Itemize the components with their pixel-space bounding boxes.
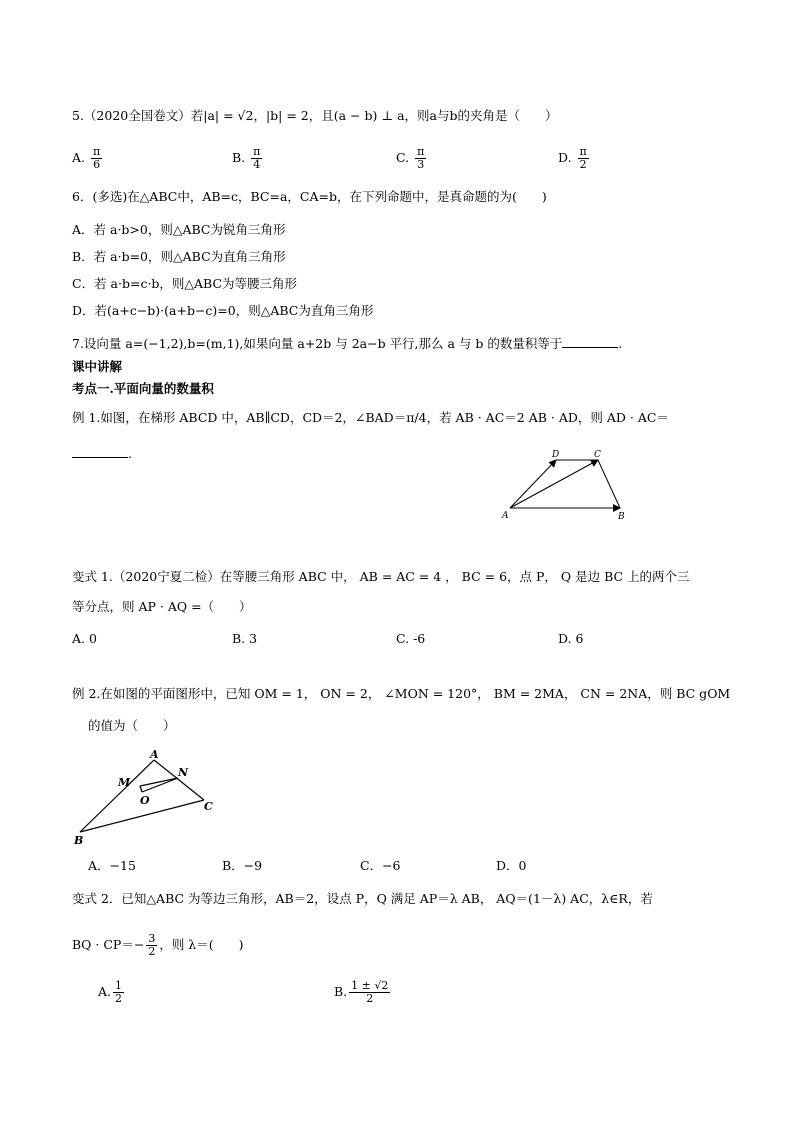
q5-option-b: B. $\frac{\pi}{4}$ bbox=[232, 145, 261, 171]
ex2-triangle-figure bbox=[68, 748, 228, 848]
var1-line1: 变式 1.（2020宁夏二检）在等腰三角形 ABC 中， AB = AC = 4 ， BC = 6，点 P， Q 是边 BC 上的两个三 bbox=[72, 569, 690, 584]
ex2-option-d: D．0 bbox=[496, 858, 527, 873]
q7-stem: 7.设向量 a=(−1,2),b=(m,1),如果向量 a+2b 与 2a−b 平行,那么 a 与 b 的数量积等于 . bbox=[72, 336, 623, 351]
label-m: M bbox=[118, 776, 131, 789]
label-c: C bbox=[594, 450, 601, 460]
ex1-trapezoid-figure bbox=[490, 446, 640, 524]
var1-option-d: D. 6 bbox=[558, 631, 584, 646]
var1-option-c: C. -6 bbox=[396, 631, 426, 646]
q6-option-b: B．若 a·b=0，则△ABC为直角三角形 bbox=[72, 249, 286, 264]
answer-blank[interactable] bbox=[72, 445, 128, 458]
ex2-option-a: A．−15 bbox=[88, 858, 136, 873]
point-title: 考点一.平面向量的数量积 bbox=[72, 381, 214, 396]
q6-option-a: A．若 a·b>0，则△ABC为锐角三角形 bbox=[72, 222, 286, 237]
ex2-option-c: C．−6 bbox=[360, 858, 401, 873]
ex2-line1: 例 2.在如图的平面图形中，已知 OM = 1， ON = 2， ∠MON = 120°， BM = 2MA， CN = 2NA，则 BC gOM bbox=[72, 686, 731, 701]
q6-stem: 6．(多选)在△ABC中，AB=c，BC=a，CA=b，在下列命题中，是真命题的为( ) bbox=[72, 189, 547, 204]
label-c: C bbox=[204, 800, 213, 813]
q6-option-c: C．若 a·b=c·b，则△ABC为等腰三角形 bbox=[72, 276, 298, 291]
label-n: N bbox=[178, 766, 189, 779]
q5-option-d: D. $\frac{\pi}{2}$ bbox=[558, 145, 587, 171]
var1-option-b: B. 3 bbox=[232, 631, 258, 646]
q5-stem: 5.（2020全国卷文）若|a| = √2，|b| = 2，且(a − b) ⊥ a，则a与b的夹角是（ ） bbox=[72, 108, 558, 123]
var2-line1: 变式 2．已知△ABC 为等边三角形，AB＝2，设点 P，Q 满足 AP＝λ AB， AQ＝(1－λ) AC，λ∈R，若 bbox=[72, 891, 653, 906]
var2-option-a: A. $\frac{1}{2}$ bbox=[98, 979, 123, 1005]
ex2-line2: 的值为（ ） bbox=[88, 718, 176, 733]
label-o: O bbox=[140, 794, 150, 807]
label-a: A bbox=[150, 748, 159, 761]
label-b: B bbox=[618, 512, 625, 522]
var2-line2: BQ · CP＝− $\frac{3}{2}$ ，则 λ＝( ) bbox=[72, 932, 244, 958]
var1-option-a: A. 0 bbox=[72, 631, 97, 646]
q5-option-c: C. $\frac{\pi}{3}$ bbox=[396, 145, 425, 171]
label-d: D bbox=[552, 450, 560, 460]
label-a: A bbox=[502, 511, 509, 521]
ex1-blank-line: . bbox=[72, 445, 132, 462]
section-title: 课中讲解 bbox=[72, 359, 123, 374]
answer-blank[interactable] bbox=[562, 335, 618, 348]
q5-option-a: A. $\frac{\pi}{6}$ bbox=[72, 145, 101, 171]
ex2-option-b: B．−9 bbox=[222, 858, 263, 873]
label-b: B bbox=[74, 834, 84, 847]
var2-option-b: B. $\frac{1 \pm √2}{2}$ bbox=[334, 979, 389, 1005]
q6-option-d: D．若(a+c−b)·(a+b−c)=0，则△ABC为直角三角形 bbox=[72, 303, 374, 318]
ex1-stem: 例 1.如图，在梯形 ABCD 中，AB∥CD，CD＝2，∠BAD＝π/4，若 AB · AC＝2 AB · AD，则 AD · AC＝ bbox=[72, 410, 669, 425]
var1-line2: 等分点，则 AP · AQ =（ ） bbox=[72, 599, 252, 614]
